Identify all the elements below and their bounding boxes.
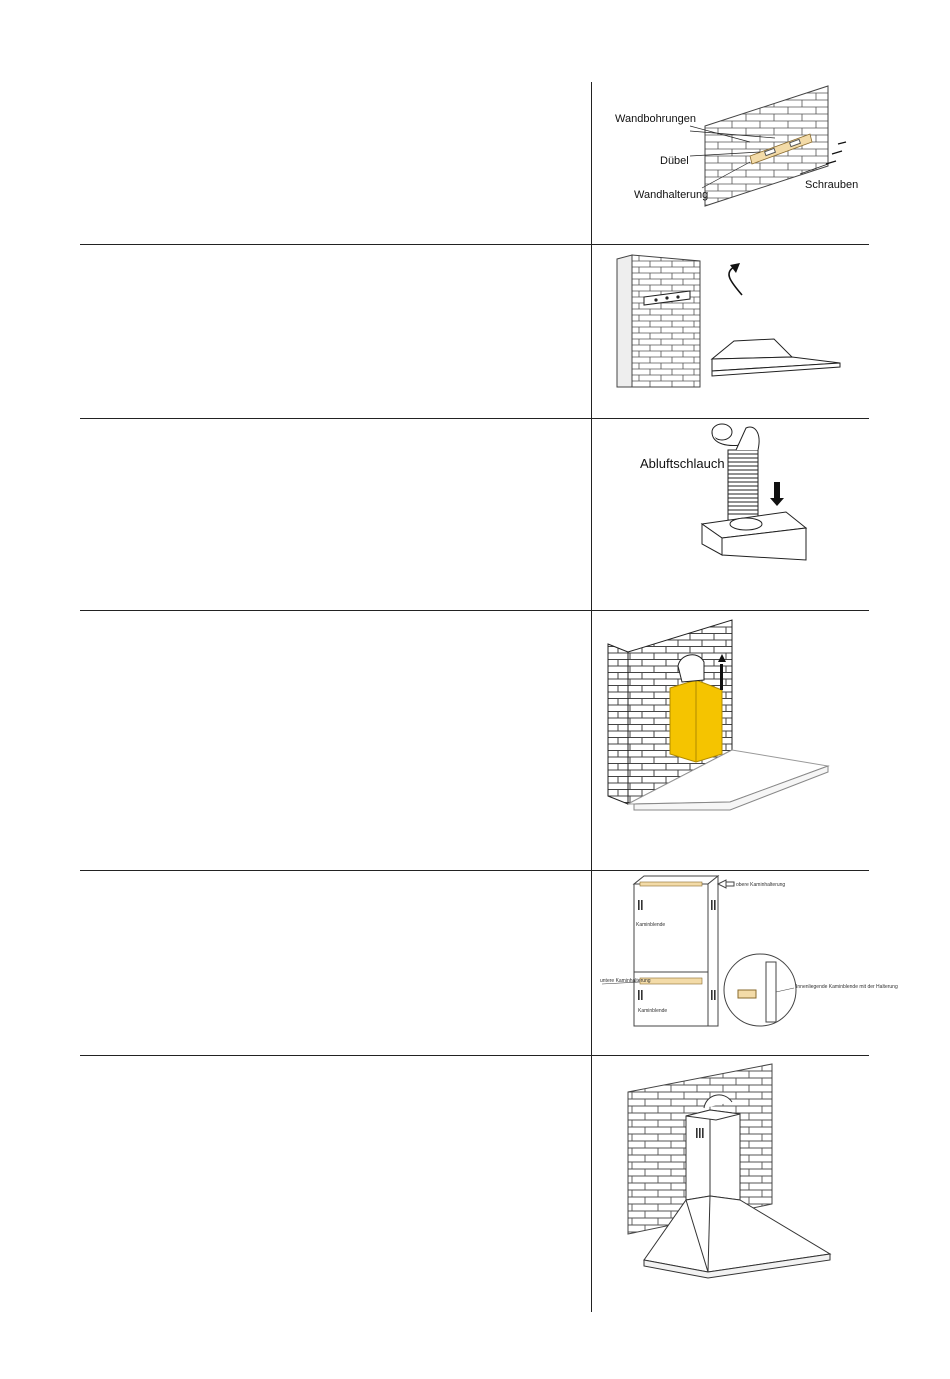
figure-exhaust-hose (636, 420, 836, 565)
figure-wall-bracket (600, 86, 865, 211)
label-wall-bracket: Wandhalterung (634, 189, 709, 201)
label-exhaust-hose: Abluftschlauch (640, 456, 725, 471)
label-lower-bracket: untere Kaminhalterung (600, 978, 651, 984)
column-divider (591, 82, 592, 1312)
label-dowels: Dübel (660, 155, 689, 167)
step-text-cell (80, 82, 590, 244)
hose-coils (728, 450, 758, 520)
down-arrow-icon (770, 498, 784, 506)
step-text-cell (80, 871, 590, 1055)
step-text-cell (80, 245, 590, 418)
label-detail-note: Innenliegende Kaminblende mit der Halterung (796, 984, 898, 990)
label-upper-bracket: obere Kaminhalterung (736, 882, 786, 888)
label-chimney-inner: Kaminblende (636, 922, 666, 928)
figure-hang-hood (612, 255, 847, 390)
label-wall-holes: Wandbohrungen (615, 113, 696, 125)
step-text-cell (80, 419, 590, 610)
step-text-cell (80, 611, 590, 870)
figure-chimney-bracket (600, 614, 835, 824)
figure-chimney-sections (598, 872, 898, 1032)
label-screws: Schrauben (805, 179, 859, 191)
figure-assembled-hood (626, 1064, 836, 1279)
label-chimney-outer: Kaminblende (638, 1008, 668, 1014)
step-text-cell (80, 1056, 590, 1312)
screwdriver-icon (720, 664, 723, 690)
